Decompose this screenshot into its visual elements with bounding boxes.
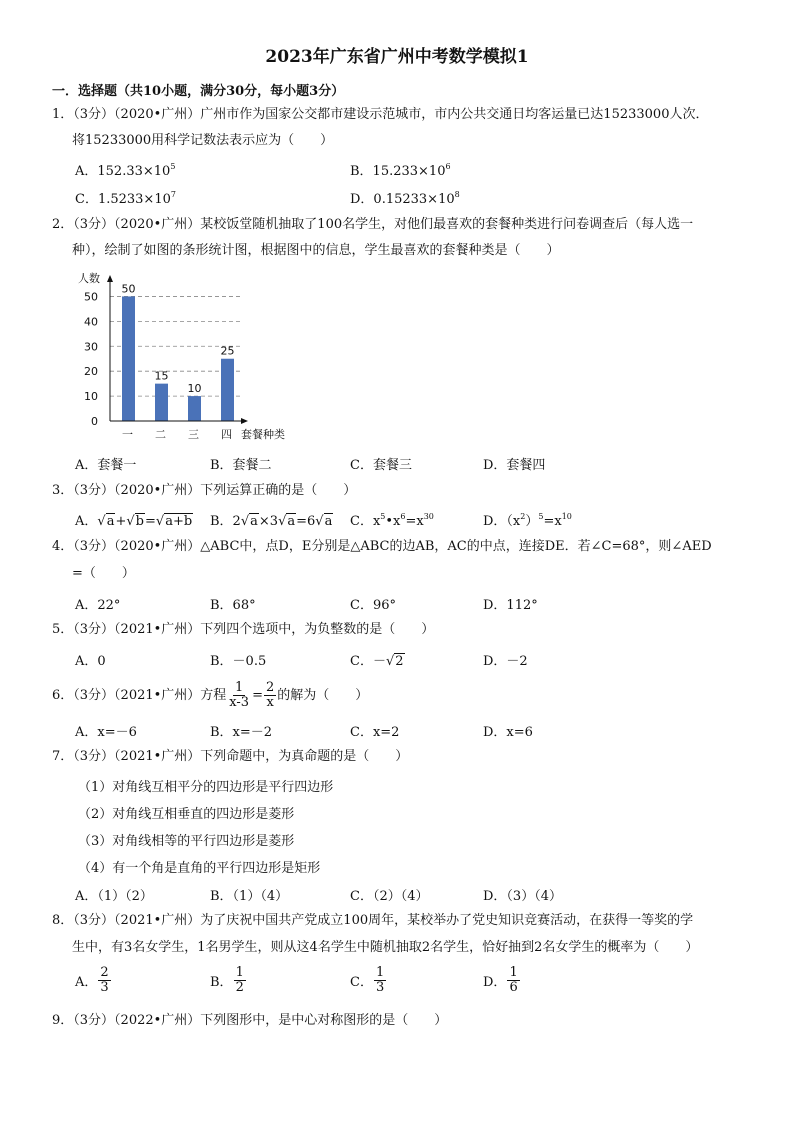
q7-option-b: B．（1）（4） [210, 889, 289, 904]
x-tick-label: 四 [221, 428, 232, 441]
y-tick-label: 30 [84, 340, 98, 354]
q4-option-a: A．22° [75, 598, 121, 613]
q6-option-d: D．x=6 [483, 725, 533, 740]
y-axis-label: 人数 [78, 272, 100, 285]
q4-stem-line1: 4．（3分）（2020•广州）△ABC中，点D，E分别是△ABC的边AB，AC的中点，连接DE．若∠C=68°，则∠AED [52, 539, 712, 554]
x-tick-label: 三 [188, 428, 199, 441]
q1-option-c: C．$1.5233\times 10^7$ [75, 190, 176, 207]
x-tick-label: 一 [122, 428, 133, 441]
page-title: 2023年广东省广州中考数学模拟1 [265, 47, 529, 67]
q3-option-d: D．$(x^2)^5=x^{10}$ [483, 512, 572, 529]
q4-stem-line2: =（ ） [72, 566, 135, 581]
q8-option-b: B． $\frac{1}{2}$ [210, 965, 244, 995]
q1-option-d: D．$0.15233\times 10^8$ [350, 190, 460, 207]
y-tick-label: 0 [91, 415, 98, 428]
q8-stem-line1: 8．（3分）（2021•广州）为了庆祝中国共产党成立100周年，某校举办了党史知识竞赛活动，在获得一等奖的学 [52, 913, 694, 928]
q9-stem: 9．（3分）（2022•广州）下列图形中，是中心对称图形的是（ ） [52, 1013, 448, 1028]
y-tick-label: 50 [84, 290, 98, 304]
q1-stem-line2: 将15233000用科学记数法表示应为（ ） [72, 133, 334, 148]
q7-stem: 7．（3分）（2021•广州）下列命题中，为真命题的是（ ） [52, 749, 409, 764]
q5-option-a: A．0 [75, 654, 106, 669]
q1-stem-line1: 1．（3分）（2020•广州）广州市作为国家公交都市建设示范城市，市内公共交通日均客运量已达15233000人次． [52, 107, 709, 122]
q3-option-b: B．2√a×3√a=6√a [210, 514, 333, 529]
q4-option-c: C．96° [350, 598, 396, 613]
q7-statement-4: （4）有一个角是直角的平行四边形是矩形 [78, 861, 321, 876]
bar-value-label: 10 [187, 382, 202, 396]
q2-option-b: B．套餐二 [210, 458, 272, 473]
q2-option-d: D．套餐四 [483, 458, 546, 473]
x-axis-label: 套餐种类 [241, 428, 285, 441]
q8-option-a: A． $\frac{2}{3}$ [75, 965, 109, 995]
bar-value-label: 15 [154, 369, 169, 383]
q2-option-c: C．套餐三 [350, 458, 412, 473]
y-tick-label: 40 [84, 315, 98, 329]
q1-option-b: B．$15.233\times 10^6$ [350, 162, 451, 179]
section-heading: 一．选择题（共10小题，满分30分，每小题3分） [52, 84, 345, 99]
bar [221, 359, 234, 421]
q3-option-c: C．$x^5•x^6=x^{30}$ [350, 512, 434, 529]
q5-option-c: C．－√2 [350, 654, 404, 669]
q8-stem-line2: 生中，有3名女学生，1名男学生，则从这4名学生中随机抽取2名学生，恰好抽到2名女学生的概率为（ ） [72, 940, 699, 955]
x-axis-arrow [241, 418, 248, 424]
q7-option-a: A．（1）（2） [75, 889, 153, 904]
q2-stem-line1: 2．（3分）（2020•广州）某校饭堂随机抽取了100名学生，对他们最喜欢的套餐种类进行问卷调查后（每人选一 [52, 217, 694, 232]
q5-option-d: D．－2 [483, 654, 528, 669]
q7-statement-1: （1）对角线互相平分的四边形是平行四边形 [78, 780, 334, 795]
q6-option-a: A．x=－6 [75, 725, 137, 740]
q3-stem: 3．（3分）（2020•广州）下列运算正确的是（ ） [52, 483, 357, 498]
bar-value-label: 50 [121, 282, 136, 296]
bar [122, 296, 135, 421]
bar-value-label: 25 [220, 344, 235, 358]
y-axis-arrow [107, 275, 113, 282]
q2-option-a: A．套餐一 [75, 458, 137, 473]
bar [188, 396, 201, 421]
q6-stem: 6．（3分）（2021•广州）方程 $\frac{1}{x-3}$ = $\frac{2}{x}$ 的解为（ ） [52, 680, 369, 710]
q6-fraction-1: $\frac{1}{x-3}$ [229, 680, 250, 710]
q7-option-c: C．（2）（4） [350, 889, 429, 904]
q6-option-c: C．x=2 [350, 725, 400, 740]
q7-statement-3: （3）对角线相等的平行四边形是菱形 [78, 834, 295, 849]
q8-option-c: C． $\frac{1}{3}$ [350, 965, 385, 995]
bar-chart [70, 270, 310, 445]
q4-option-b: B．68° [210, 598, 256, 613]
q4-option-d: D．112° [483, 598, 538, 613]
y-tick-label: 20 [84, 365, 98, 379]
q6-fraction-2: $\frac{2}{x}$ [265, 680, 275, 710]
q2-stem-line2: 种），绘制了如图的条形统计图，根据图中的信息，学生最喜欢的套餐种类是（ ） [72, 243, 560, 258]
q6-option-b: B．x=－2 [210, 725, 273, 740]
q1-option-a: A．$152.33\times 10^5$ [75, 162, 176, 179]
y-tick-label: 10 [84, 390, 98, 404]
x-tick-label: 二 [155, 428, 166, 441]
q7-statement-2: （2）对角线互相垂直的四边形是菱形 [78, 807, 295, 822]
q8-option-d: D． $\frac{1}{6}$ [483, 965, 518, 995]
bar [155, 384, 168, 421]
q5-option-b: B．－0.5 [210, 654, 267, 669]
q3-option-a: A．√a+√b=√a+b [75, 514, 193, 529]
q7-option-d: D．（3）（4） [483, 889, 562, 904]
q5-stem: 5．（3分）（2021•广州）下列四个选项中，为负整数的是（ ） [52, 622, 435, 637]
